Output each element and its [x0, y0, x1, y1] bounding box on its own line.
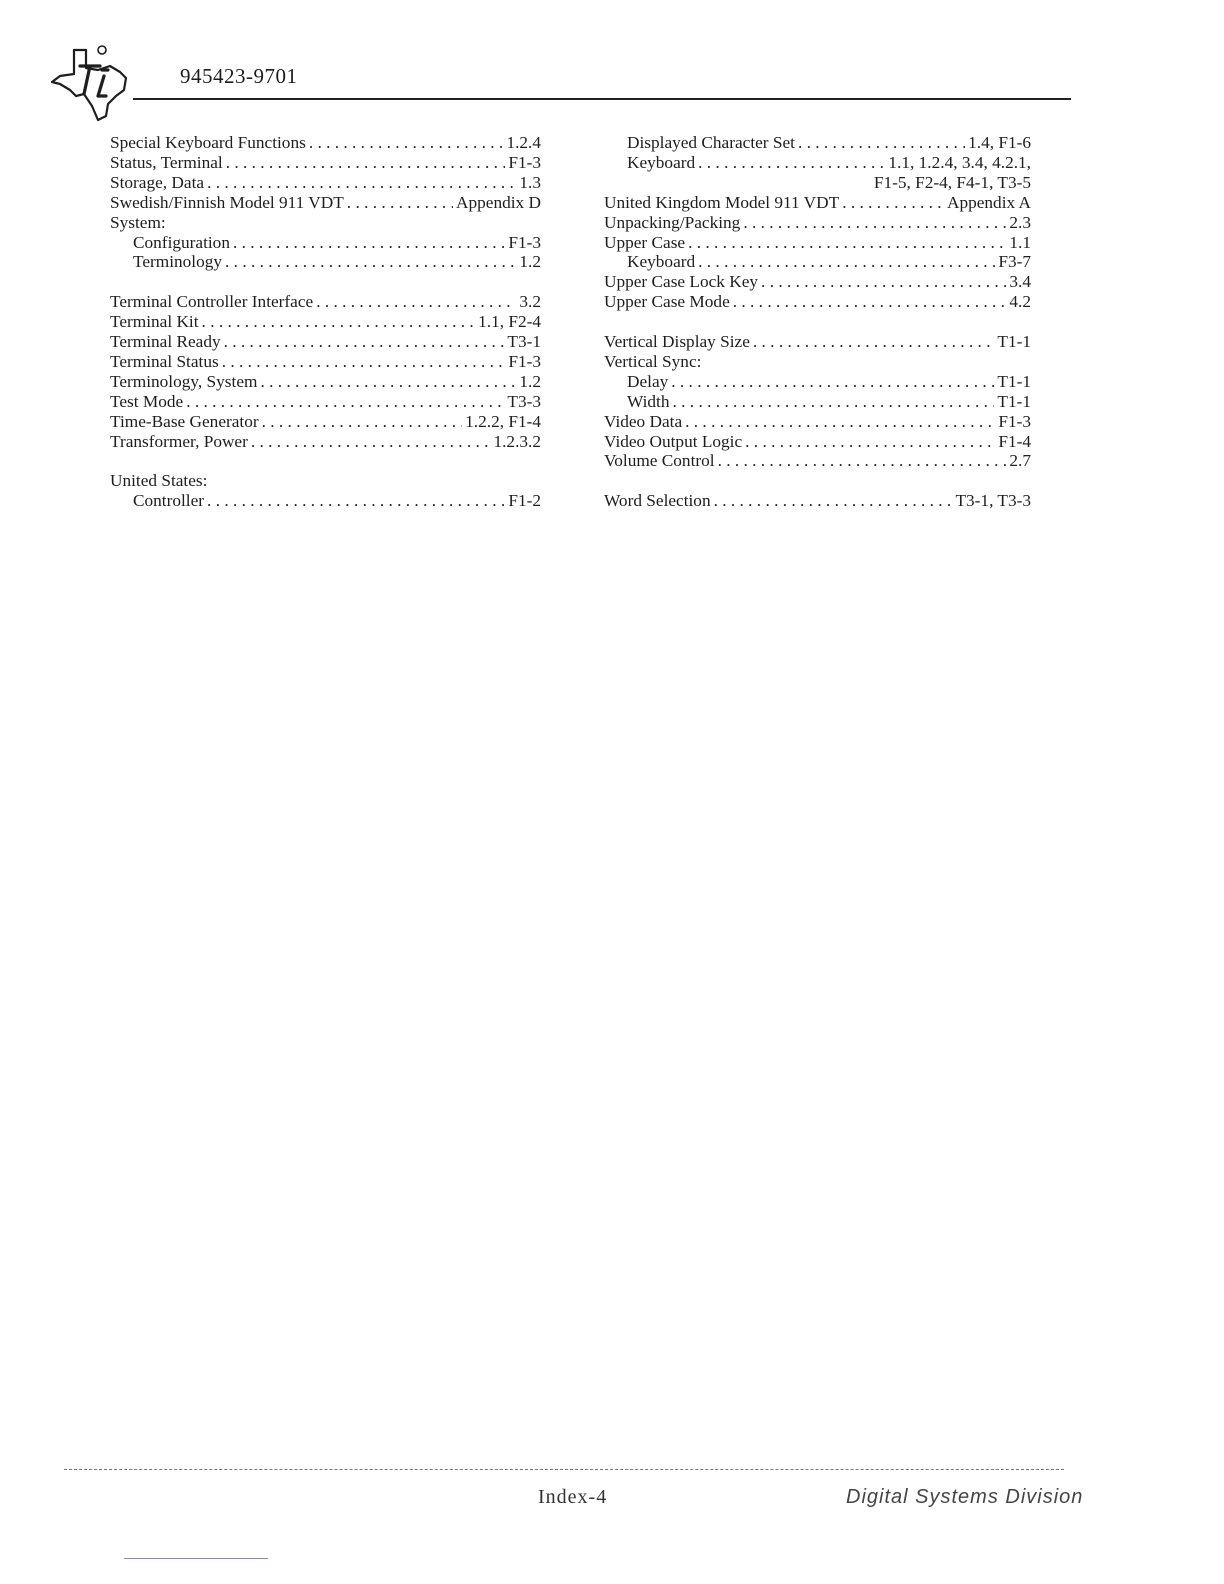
index-term: Swedish/Finnish Model 911 VDT	[110, 192, 344, 212]
index-entry	[604, 412, 1031, 432]
document-number: 945423-9701	[180, 64, 298, 88]
dot-leader	[714, 491, 953, 511]
index-term: Video Output Logic	[604, 431, 743, 451]
index-term: Terminal Ready	[110, 332, 221, 352]
index-reference: 2.7	[1009, 451, 1031, 471]
index-reference: T3-3	[507, 391, 541, 411]
entry-gap	[604, 312, 1031, 332]
index-reference: 1.2.3.2	[493, 431, 541, 451]
index-term: Controller	[133, 491, 205, 511]
index-entry	[110, 193, 541, 213]
index-term: Test Mode	[110, 391, 184, 411]
index-term: Volume Control	[604, 451, 715, 471]
index-entry	[604, 153, 1031, 173]
index-term: Status, Terminal	[110, 152, 223, 172]
index-entry	[604, 392, 1031, 412]
dot-leader	[347, 193, 453, 213]
dot-leader	[207, 491, 505, 511]
index-reference: F1-2	[508, 491, 541, 511]
index-reference: Appendix A	[946, 192, 1031, 212]
dot-leader	[733, 292, 1007, 312]
dot-leader	[207, 173, 516, 193]
index-reference: 1.2	[519, 371, 541, 391]
index-term: Configuration	[133, 232, 230, 252]
index-reference: 1.2.2, F1-4	[465, 411, 541, 431]
index-entry	[604, 491, 1031, 511]
dot-leader	[233, 233, 505, 253]
index-entry	[110, 392, 541, 412]
index-reference: 1.2	[519, 252, 541, 272]
index-term: Terminal Kit	[110, 312, 199, 332]
index-entry	[110, 491, 541, 511]
index-entry	[110, 153, 541, 173]
index-term: Terminal Controller Interface	[110, 292, 314, 312]
index-reference: F1-3	[508, 152, 541, 172]
index-entry	[604, 372, 1031, 392]
ti-logo-icon	[46, 44, 134, 122]
index-term: Special Keyboard Functions	[110, 133, 306, 152]
index-term: Storage, Data	[110, 172, 205, 192]
index-entry	[110, 292, 541, 312]
index-ref-continuation: F1-5, F2-4, F4-1, T3-5	[873, 172, 1031, 192]
entry-gap	[110, 272, 541, 292]
index-entry	[604, 272, 1031, 292]
entry-gap	[604, 471, 1031, 491]
index-entry	[604, 432, 1031, 452]
index-reference: Appendix D	[456, 192, 541, 212]
index-reference: 1.3	[519, 172, 541, 192]
entry-gap	[110, 451, 541, 471]
index-term: Vertical Display Size	[604, 332, 750, 352]
index-reference: 1.1, F2-4	[478, 312, 541, 332]
index-entry	[110, 252, 541, 272]
index-entry	[604, 292, 1031, 312]
index-entry	[110, 312, 541, 332]
dot-leader	[761, 272, 1006, 292]
index-term: Unpacking/Packing	[604, 212, 741, 232]
index-term: Width	[627, 391, 670, 411]
index-entry	[110, 332, 541, 352]
dot-leader	[685, 412, 995, 432]
index-reference: 3.2	[519, 292, 541, 312]
index-term: Displayed Character Set	[627, 133, 795, 152]
dot-leader	[745, 432, 995, 452]
dot-leader	[671, 372, 994, 392]
index-term: Terminology	[133, 252, 223, 272]
index-reference: F1-3	[508, 351, 541, 371]
dot-leader	[798, 133, 965, 153]
index-entry	[110, 412, 541, 432]
index-reference: 2.3	[1009, 212, 1031, 232]
dot-leader	[186, 392, 504, 412]
dot-leader	[262, 412, 463, 432]
index-term: Word Selection	[604, 491, 711, 511]
index-reference: 3.4	[1009, 272, 1031, 292]
index-entry	[110, 372, 541, 392]
header-rule	[133, 98, 1071, 100]
index-reference: T3-1, T3-3	[955, 491, 1031, 511]
index-reference: F1-3	[508, 232, 541, 252]
index-term: Time-Base Generator	[110, 411, 259, 431]
index-term: United Kingdom Model 911 VDT	[604, 192, 840, 212]
index-entry	[110, 352, 541, 372]
index-reference: 1.2.4	[506, 133, 541, 152]
dot-leader	[202, 312, 476, 332]
index-reference: T1-1	[997, 371, 1031, 391]
dot-leader	[251, 432, 491, 452]
dot-leader	[316, 292, 516, 312]
dot-leader	[673, 392, 995, 412]
index-entry	[604, 133, 1031, 153]
footer-rule	[64, 1469, 1064, 1470]
dot-leader	[222, 352, 506, 372]
index-term: Keyboard	[627, 252, 696, 272]
index-heading: United States:	[110, 471, 208, 491]
index-reference: F3-7	[998, 252, 1031, 272]
index-entry	[110, 173, 541, 193]
dot-leader	[698, 153, 885, 173]
index-column-left	[110, 133, 541, 511]
dot-leader	[698, 252, 995, 272]
index-reference: F1-4	[998, 431, 1031, 451]
dot-leader	[309, 133, 504, 153]
index-heading: System:	[110, 212, 166, 232]
dot-leader	[224, 332, 505, 352]
index-term: Terminal Status	[110, 351, 219, 371]
dot-leader	[688, 233, 1006, 253]
dot-leader	[842, 193, 944, 213]
index-entry	[604, 451, 1031, 471]
index-term: Upper Case	[604, 232, 686, 252]
dot-leader	[226, 153, 506, 173]
dot-leader	[718, 451, 1007, 471]
index-reference: T3-1	[507, 332, 541, 352]
dot-leader	[225, 252, 516, 272]
dot-leader	[753, 332, 995, 352]
index-reference: T1-1	[997, 332, 1031, 352]
index-entry	[604, 193, 1031, 213]
index-reference: 1.4, F1-6	[968, 133, 1031, 152]
index-entry	[110, 432, 541, 452]
index-entry	[604, 252, 1031, 272]
index-column-right	[604, 133, 1031, 511]
index-reference: 1.1, 1.2.4, 3.4, 4.2.1,	[888, 152, 1031, 172]
index-reference: F1-3	[998, 411, 1031, 431]
page-number: Index-4	[538, 1486, 608, 1508]
dot-leader	[260, 372, 516, 392]
index-entry	[604, 213, 1031, 233]
index-term: Video Data	[604, 411, 683, 431]
index-entry	[110, 133, 541, 153]
index-term: Upper Case Lock Key	[604, 272, 759, 292]
index-entry	[110, 233, 541, 253]
index-heading: Vertical Sync:	[604, 351, 702, 371]
index-entry	[604, 332, 1031, 352]
index-term: Transformer, Power	[110, 431, 248, 451]
index-term: Keyboard	[627, 152, 696, 172]
index-reference: T1-1	[997, 391, 1031, 411]
index-entry	[604, 233, 1031, 253]
index-term: Terminology, System	[110, 371, 258, 391]
scan-artifact-line	[124, 1558, 268, 1559]
index-reference: 1.1	[1009, 232, 1031, 252]
dot-leader	[743, 213, 1006, 233]
index-term: Delay	[627, 371, 669, 391]
index-term: Upper Case Mode	[604, 292, 730, 312]
division-name: Digital Systems Division	[846, 1486, 1084, 1508]
index-reference: 4.2	[1009, 292, 1031, 312]
